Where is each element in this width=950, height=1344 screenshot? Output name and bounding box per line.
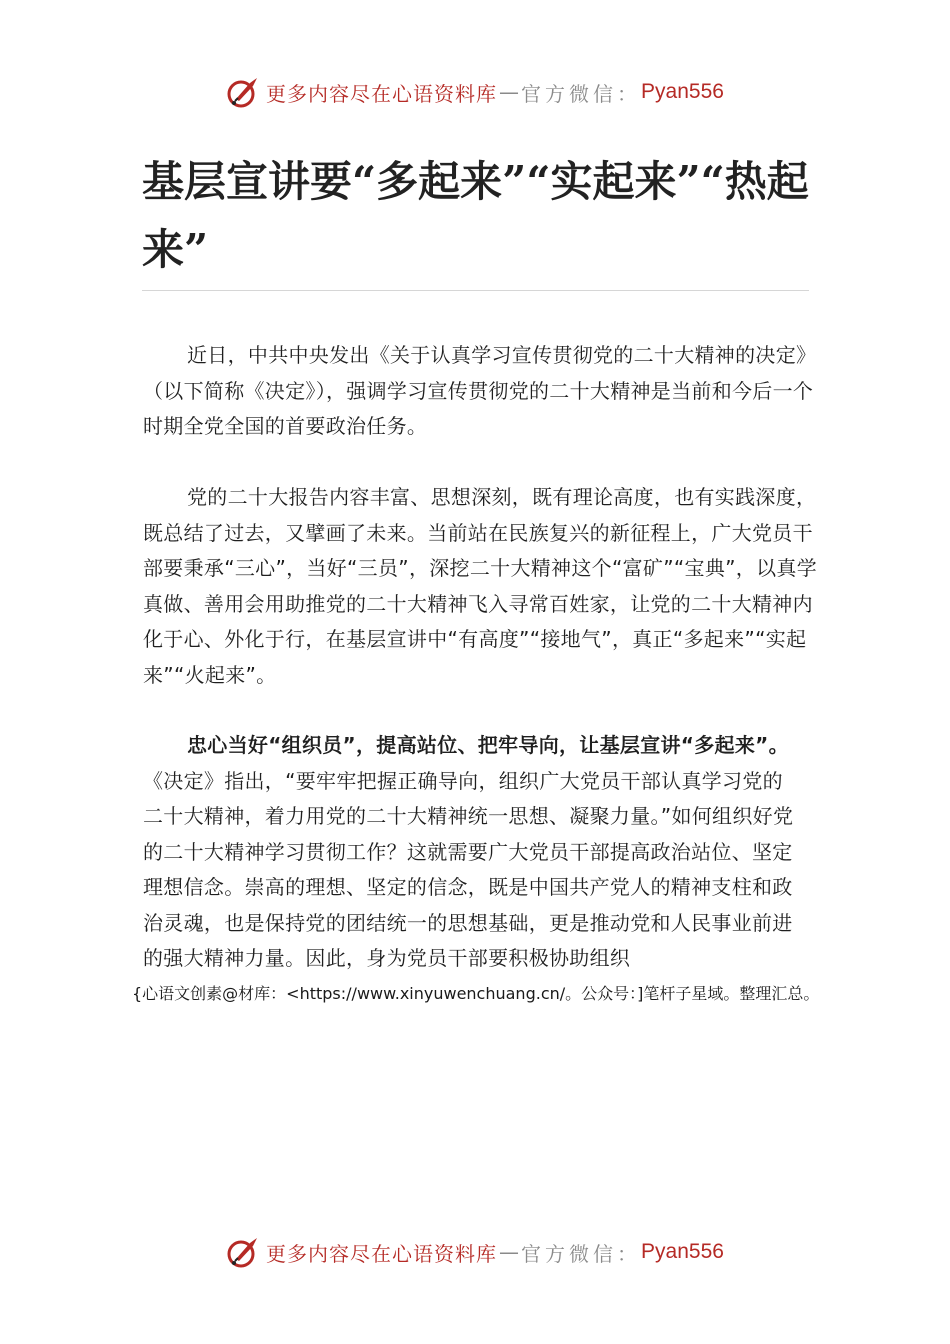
title-divider [142, 290, 809, 291]
paragraph-report: 党的二十大报告内容丰富、思想深刻，既有理论高度，也有实践深度，既总结了过去，又擘画了未来。当前站在民族复兴的新征程上，广大党员干部要秉承“三心”，当好“三员”，深挖二十大精神这个“富矿”“宝典”，以真学真做、善用会用助推党的二十大精神飞入寻常百姓家，让党的二十大精神内化于心、外化于行，在基层宣讲中“有高度”“接地气”，真正“多起来”“实起来”“火起来”。 [143, 485, 817, 687]
footer-banner [0, 1232, 950, 1272]
banner-wechat-label: 官方微信： [521, 81, 642, 106]
section-heading: 忠心当好“组织员”，提高站位、把牢导向，让基层宣讲“多起来”。 [187, 733, 789, 757]
section-organizer [143, 728, 833, 977]
section-body: 《决定》指出，“要牢牢把握正确导向，组织广大党员干部认真学习党的二十大精神，着力用党的二十大精神统一思想、凝聚力量。”如何组织好党的二十大精神学习贯彻工作？这就需要广大党员干部提高政治站位、坚定理想信念。崇高的理想、坚定的信念，既是中国共产党人的精神支柱和政治灵魂，也是保持党的团结统一的思想基础，更是推动党和人民事业前进的强大精神力量。因此，身为党员干部要积极协助组织 [143, 768, 794, 970]
quill-logo-icon [226, 74, 262, 110]
article-title: 基层宣讲要“多起来”“实起来”“热起来” [142, 157, 809, 274]
banner-wechat-id: Pyan556 [641, 1240, 724, 1263]
banner-wechat-id: Pyan556 [641, 80, 724, 103]
banner-wechat-label: 官方微信： [521, 1241, 642, 1266]
paragraph-intro: 近日，中共中央发出《关于认真学习宣传贯彻党的二十大精神的决定》（以下简称《决定》），强调学习宣传贯彻党的二十大精神是当前和今后一个时期全党全国的首要政治任务。 [143, 343, 817, 438]
banner-brand-text: 更多内容尽在心语资料库 [266, 81, 498, 106]
header-banner [0, 72, 950, 112]
quill-logo-icon [226, 1234, 262, 1270]
banner-dash: — [499, 1240, 520, 1264]
banner-brand-text: 更多内容尽在心语资料库 [266, 1241, 498, 1266]
banner-dash: — [499, 80, 520, 104]
source-footnote: {心语文创素@材库：<https://www.xinyuwenchuang.cn/。公众号：]笔杆子星域。整理汇总。 [132, 984, 820, 1003]
